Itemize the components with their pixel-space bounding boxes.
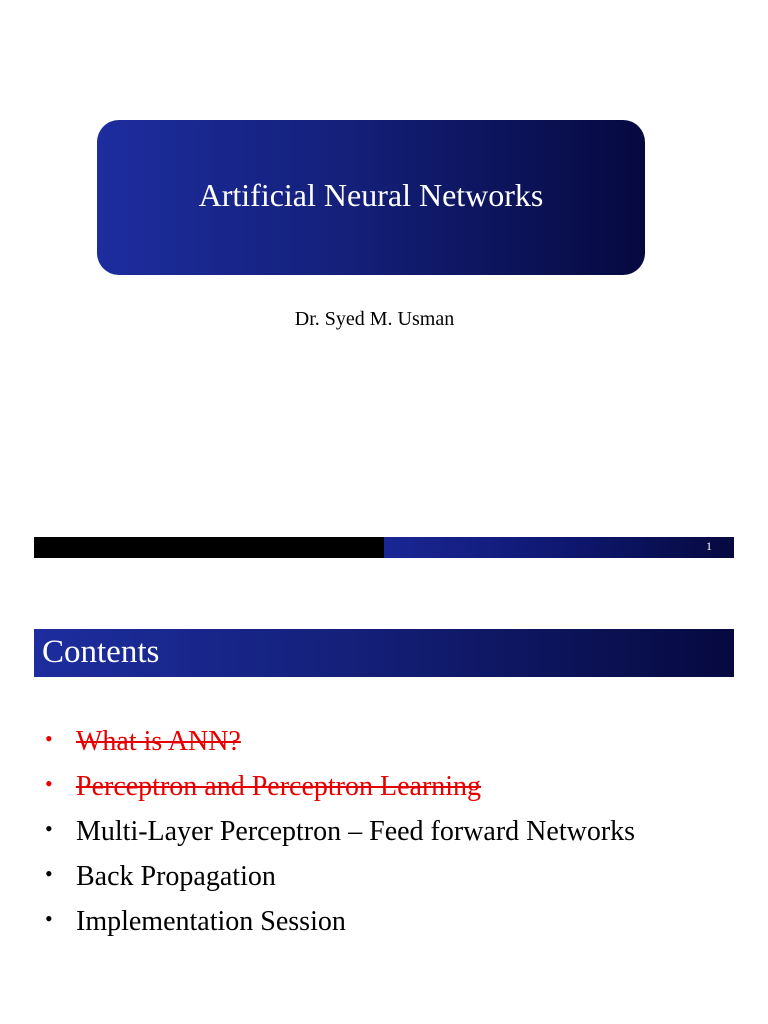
contents-heading-bar xyxy=(34,629,734,677)
list-item-label: Implementation Session xyxy=(76,906,346,937)
title-banner xyxy=(97,120,645,275)
list-item-label: Perceptron and Perceptron Learning xyxy=(76,771,482,802)
footer-black-segment xyxy=(34,537,384,558)
list-item-label: Multi-Layer Perceptron – Feed forward Networks xyxy=(76,816,636,847)
bullet-icon: • xyxy=(45,861,53,886)
page-number: 1 xyxy=(706,539,712,553)
list-item xyxy=(43,768,733,805)
bullet-icon: • xyxy=(45,816,53,841)
contents-list xyxy=(43,723,733,948)
list-item xyxy=(43,813,733,850)
list-item-label: What is ANN? xyxy=(76,726,241,757)
list-item xyxy=(43,858,733,895)
footer-blue-segment xyxy=(384,537,734,558)
bullet-icon: • xyxy=(45,726,53,751)
list-item xyxy=(43,723,733,760)
bullet-icon: • xyxy=(45,771,53,796)
author-name: Dr. Syed M. Usman xyxy=(294,308,455,330)
list-item xyxy=(43,903,733,940)
bullet-icon: • xyxy=(45,906,53,931)
slide-title: Artificial Neural Networks xyxy=(198,177,544,213)
contents-heading: Contents xyxy=(42,634,160,670)
slide-footer-bar xyxy=(34,537,734,558)
list-item-label: Back Propagation xyxy=(76,861,276,892)
